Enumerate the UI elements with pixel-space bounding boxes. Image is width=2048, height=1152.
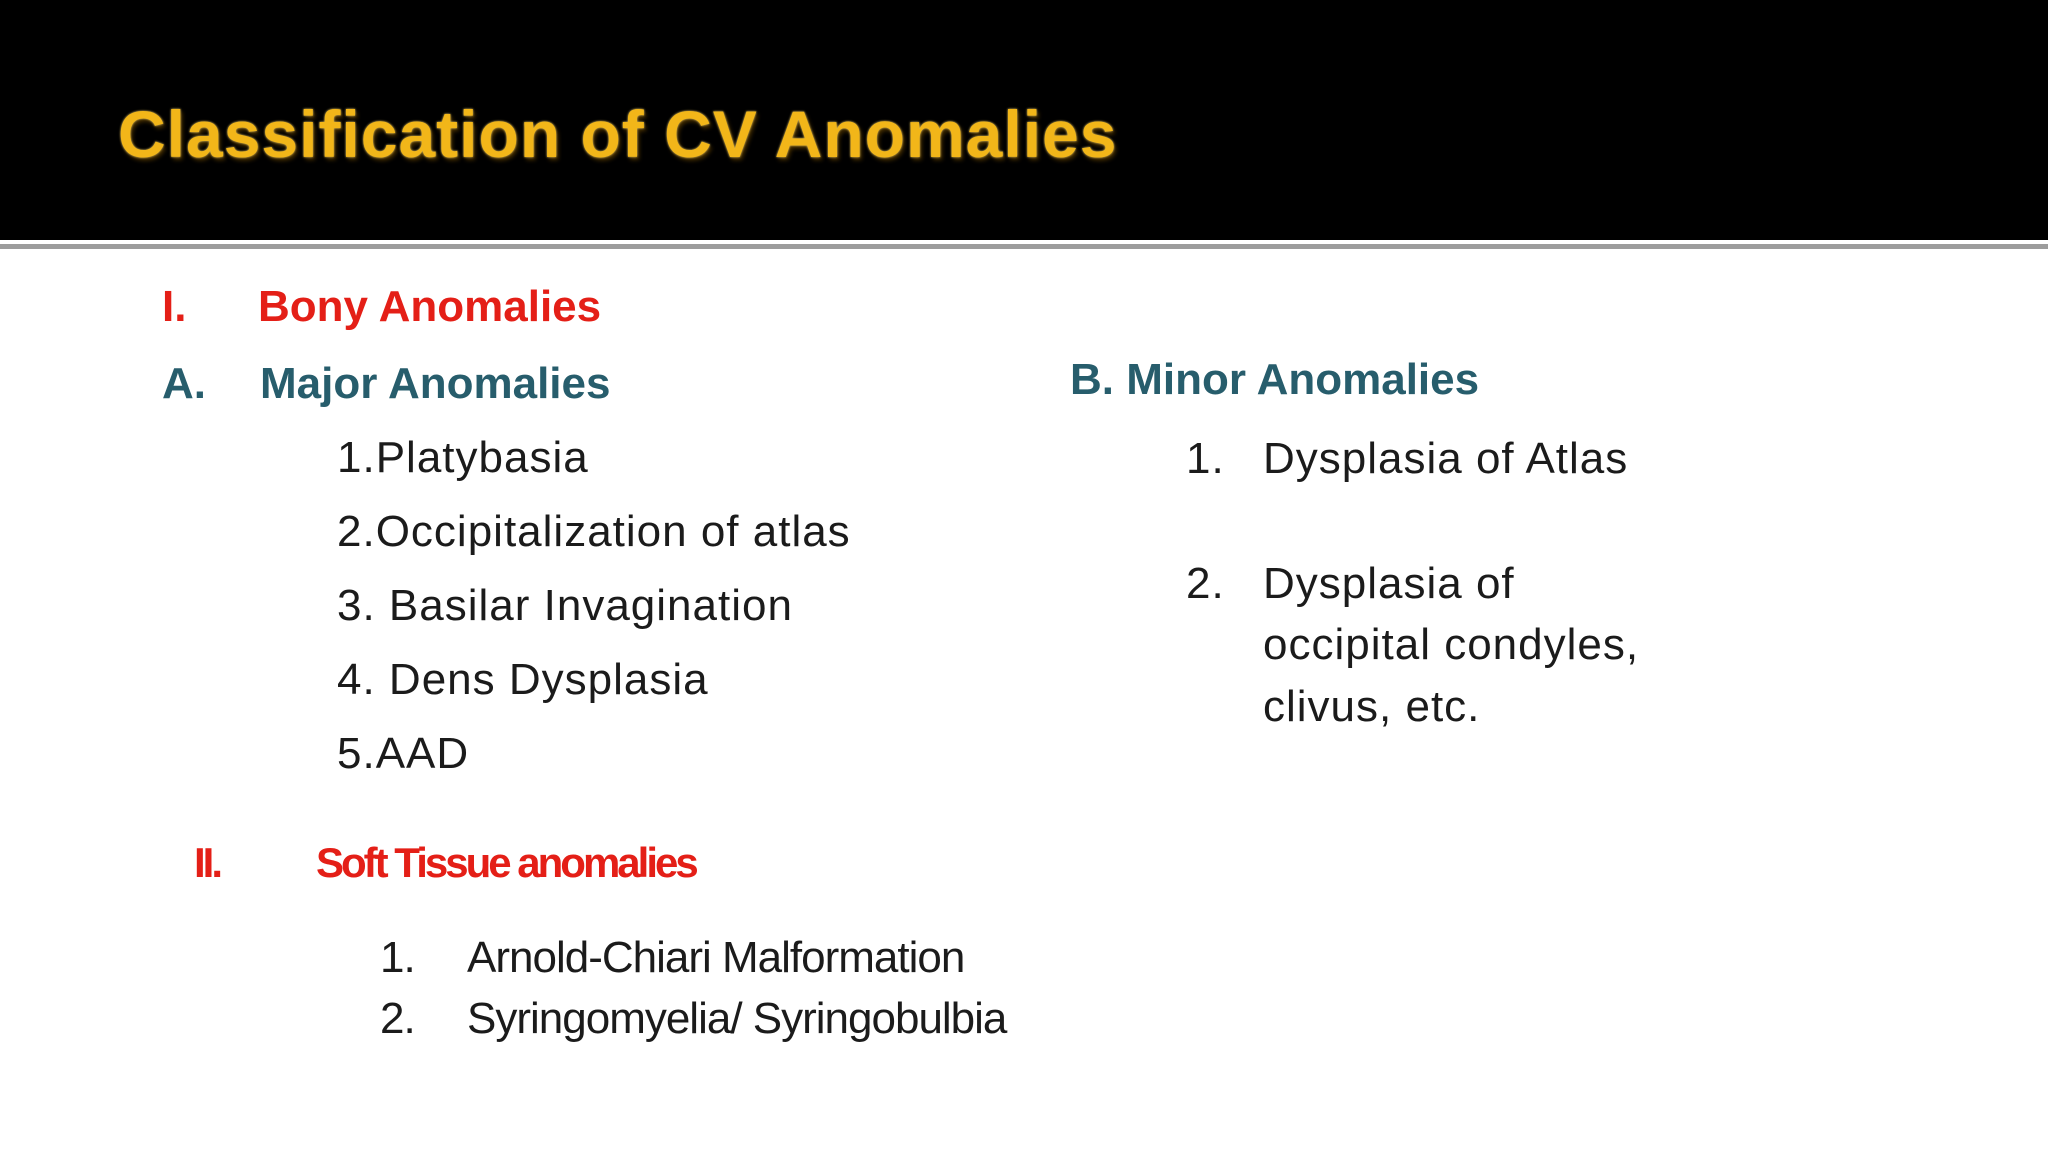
soft-tissue-item-2-text: Syringomyelia/ Syringobulbia — [467, 994, 1007, 1043]
section-2-heading: Soft Tissue anomalies — [316, 839, 696, 886]
soft-tissue-item-1-text: Arnold-Chiari Malformation — [467, 933, 965, 982]
major-item-3: 3. Basilar Invagination — [337, 581, 793, 630]
minor-item-2-number: 2. — [1186, 559, 1225, 608]
minor-item-2-line-1: Dysplasia of — [1263, 559, 1515, 608]
minor-item-2-line-3: clivus, etc. — [1263, 682, 1481, 731]
header-divider — [0, 244, 2048, 249]
major-item-2: 2.Occipitalization of atlas — [337, 507, 851, 556]
section-2-numeral: II. — [194, 839, 221, 886]
minor-item-1-text: Dysplasia of Atlas — [1263, 434, 1629, 483]
section-1-numeral: I. — [162, 282, 187, 331]
slide-title: Classification of CV Anomalies — [118, 97, 1118, 171]
major-item-1: 1.Platybasia — [337, 433, 589, 482]
minor-item-2-line-2: occipital condyles, — [1263, 620, 1640, 669]
major-anomalies-letter: A. — [162, 359, 206, 408]
major-anomalies-heading: Major Anomalies — [260, 359, 611, 408]
minor-anomalies-heading: B. Minor Anomalies — [1070, 355, 1480, 404]
major-item-5: 5.AAD — [337, 729, 470, 778]
section-1-heading: Bony Anomalies — [258, 282, 602, 331]
major-item-4: 4. Dens Dysplasia — [337, 655, 709, 704]
soft-tissue-item-2-number: 2. — [380, 994, 415, 1043]
soft-tissue-item-1-number: 1. — [380, 933, 415, 982]
minor-item-1-number: 1. — [1186, 434, 1225, 483]
